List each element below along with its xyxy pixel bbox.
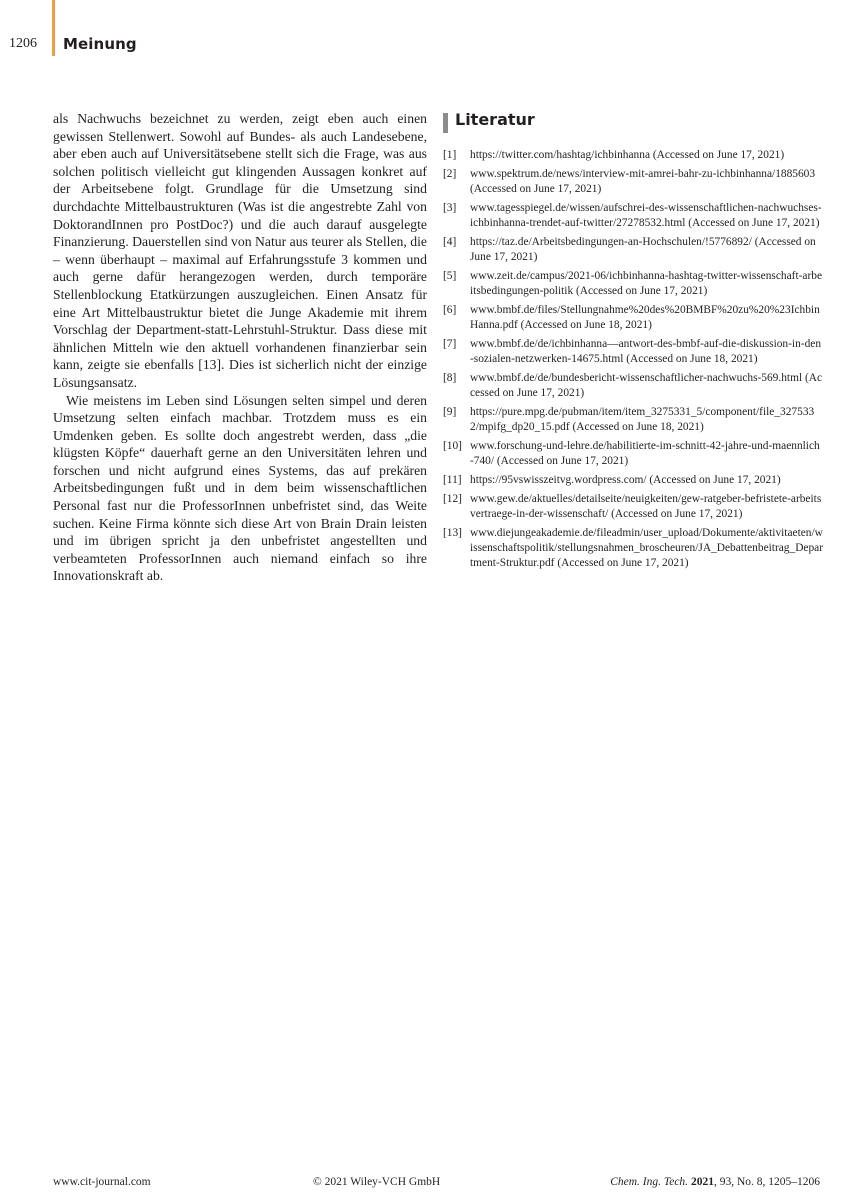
literature-heading-bar	[443, 113, 448, 133]
reference-number: [11]	[443, 473, 462, 486]
reference-number: [4]	[443, 235, 457, 248]
article-body	[53, 110, 427, 585]
reference-text[interactable]: www.gew.de/aktuelles/detailseite/neuigkeiten/gew-ratgeber-befristete-arbeitsvertraege-in-der-wissenschaft/ (Accessed on June 17, 2021)	[470, 492, 822, 520]
reference-item	[443, 235, 823, 265]
reference-item	[443, 405, 823, 435]
body-paragraph: als Nachwuchs bezeichnet zu werden, zeigt eben auch einen gewissen Stellenwert. Sowohl auf Bundes- als auch Landesebene, aber eben auch auf Universitätsebene stellt sich die Frage, was aus solchen politisch vielleicht gut klingenden Aussagen konkret auf der Arbeitsebene folgt. Grundlage für die Umsetzung sind durchdachte Mittelbaustrukturen (Was ist die angestrebte Zahl von DoktorandInnen pro PostDoc?) und die auch darauf ausgelegte Finanzierung. Dauerstellen sind von Natur aus teurer als Stellen, die – wenn überhaupt – maximal auf Erfahrungsstufe 3 kommen und auch gerne dafür herangezogen werden, durch temporäre Stellenblockung Etatkürzungen auszugleichen. Einen Ansatz für eine Art Mittelbaustruktur bietet die Junge Akademie mit ihrem Vorschlag der Department-statt-Lehrstuhl-Struktur. Dass diese mit ähnlichen Mitteln wie den aktuell vorhandenen finanzierbar sein kann, zeigte sie ebenfalls [13]. Dies ist sicherlich nicht der einzige Lösungsansatz.	[53, 111, 427, 390]
reference-item	[443, 148, 823, 163]
reference-number: [13]	[443, 526, 462, 539]
reference-item	[443, 439, 823, 469]
footer-year: 2021	[690, 1176, 714, 1188]
reference-number: [6]	[443, 303, 457, 316]
reference-text[interactable]: www.diejungeakademie.de/fileadmin/user_upload/Dokumente/aktivitaeten/wissenschaftspolitik/stellungsnahmen_broscheuren/JA_Debattenbeitrag_Department-Struktur.pdf (Accessed on June 17, 2021)	[470, 526, 824, 569]
reference-text[interactable]: www.bmbf.de/de/bundesbericht-wissenschaftlicher-nachwuchs-569.html (Accessed on June 17, 2021)	[470, 371, 823, 399]
reference-item	[443, 526, 823, 572]
reference-text[interactable]: https://twitter.com/hashtag/ichbinhanna (Accessed on June 17, 2021)	[470, 149, 785, 161]
reference-item	[443, 269, 823, 299]
footer-copyright: © 2021 Wiley-VCH GmbH	[313, 1176, 441, 1188]
reference-text[interactable]: https://95vswisszeitvg.wordpress.com/ (Accessed on June 17, 2021)	[470, 473, 781, 486]
reference-text[interactable]: www.tagesspiegel.de/wissen/aufschrei-des-wissenschaftlichen-nachwuchses-ichbinhanna-trendet-auf-twitter/27278532.html (Accessed on June 17, 2021)	[470, 201, 822, 229]
header-accent-bar	[52, 0, 55, 56]
footer-website-link[interactable]: www.cit-journal.com	[53, 1176, 151, 1188]
reference-number: [5]	[443, 269, 457, 282]
reference-text[interactable]: https://taz.de/Arbeitsbedingungen-an-Hochschulen/!5776892/ (Accessed on June 17, 2021)	[470, 235, 816, 263]
section-label: Meinung	[63, 35, 137, 53]
reference-number: [1]	[443, 149, 457, 161]
reference-item	[443, 473, 823, 488]
reference-number: [8]	[443, 371, 457, 384]
reference-text[interactable]: https://pure.mpg.de/pubman/item/item_3275331_5/component/file_3275332/mpifg_dp20_15.pdf (Accessed on June 18, 2021)	[470, 405, 815, 433]
literature-heading: Literatur	[455, 110, 535, 129]
reference-item	[443, 201, 823, 231]
reference-text[interactable]: www.forschung-und-lehre.de/habilitierte-im-schnitt-42-jahre-und-maennlich-740/ (Accessed on June 17, 2021)	[470, 439, 820, 467]
reference-number: [3]	[443, 201, 457, 214]
reference-item	[443, 167, 823, 197]
reference-item	[443, 337, 823, 367]
reference-text[interactable]: www.bmbf.de/files/Stellungnahme%20des%20BMBF%20zu%20%23IchbinHanna.pdf (Accessed on June 18, 2021)	[470, 303, 820, 331]
reference-item	[443, 492, 823, 522]
reference-number: [2]	[443, 167, 457, 180]
footer-citation-details: , 93, No. 8, 1205–1206	[713, 1176, 820, 1188]
footer-citation	[610, 1176, 820, 1188]
reference-list	[443, 148, 823, 575]
reference-number: [9]	[443, 405, 457, 418]
page-number: 1206	[9, 36, 37, 51]
reference-number: [12]	[443, 492, 462, 505]
reference-item	[443, 371, 823, 401]
reference-text[interactable]: www.spektrum.de/news/interview-mit-amrei-bahr-zu-ichbinhanna/1885603 (Accessed on June 17, 2021)	[470, 167, 816, 195]
reference-text[interactable]: www.bmbf.de/de/ichbinhanna—antwort-des-bmbf-auf-die-diskussion-in-den-sozialen-netzwerken-14675.html (Accessed on June 18, 2021)	[470, 337, 822, 365]
reference-number: [10]	[443, 439, 462, 452]
reference-number: [7]	[443, 337, 457, 350]
reference-item	[443, 303, 823, 333]
reference-text[interactable]: www.zeit.de/campus/2021-06/ichbinhanna-hashtag-twitter-wissenschaft-arbeitsbedingungen-politik (Accessed on June 17, 2021)	[470, 269, 823, 297]
footer-journal-name: Chem. Ing. Tech.	[610, 1176, 689, 1188]
body-paragraph: Wie meistens im Leben sind Lösungen selten simpel und deren Umsetzung selten einfach machbar. Trotzdem muss es ein Umdenken geben. Es sollte doch angestrebt werden, dass „die klügsten Köpfe“ dauerhaft gerne an den Universitäten lehren und forschen und nicht aufgrund eines Systems, das auf prekären Arbeitsbedingungen fußt und in dem beim wissenschaftlichen Personal fast nur die ProfessorInnen unbefristet sind, das Weite suchen. Keine Firma könnte sich diese Art von Brain Drain leisten und im übrigen spricht ja den unbefristet angestellten und verbeamteten ProfessorInnen auch niemand einfach so ihre Innovationskraft ab.	[53, 392, 427, 584]
